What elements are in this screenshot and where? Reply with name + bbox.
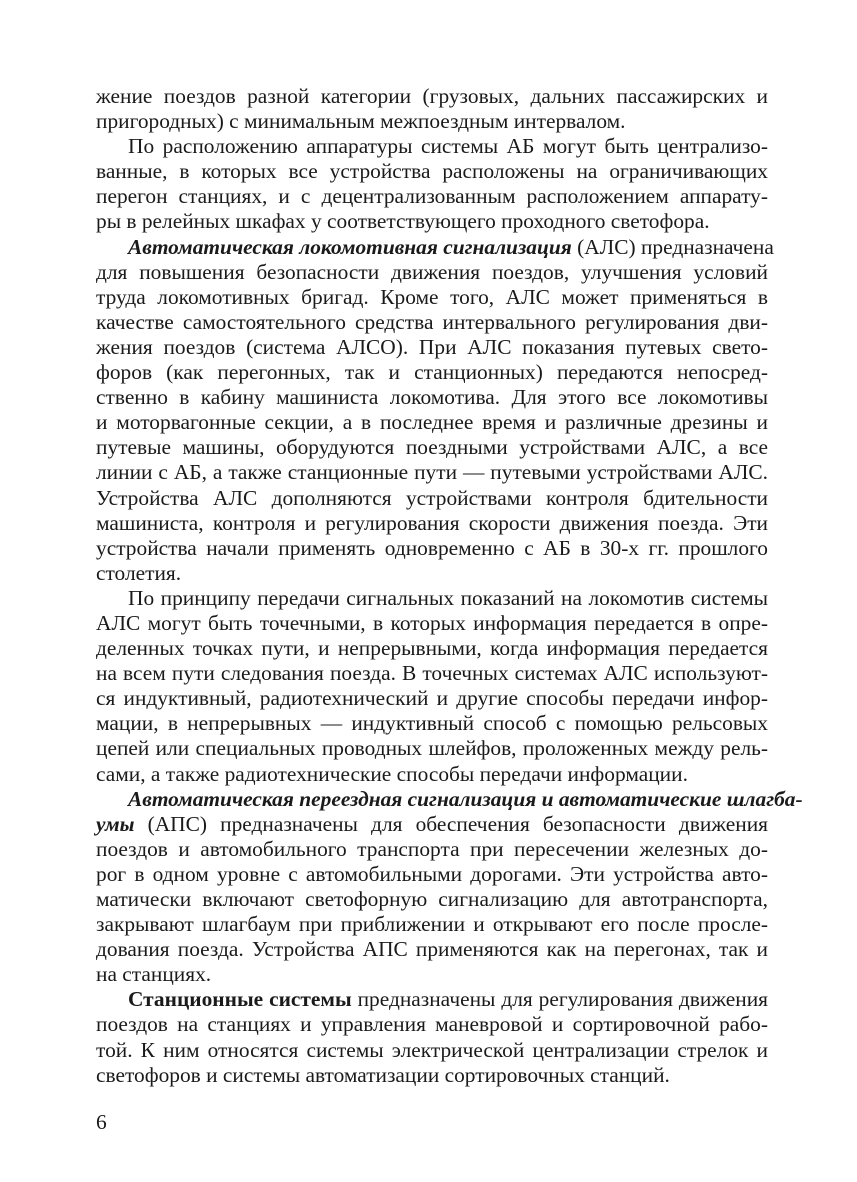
text-line <box>96 661 768 686</box>
text-run: ственно в кабину машиниста локомотива. Для этого все локомотивы <box>96 385 768 410</box>
text-run: перегон станциях, и с децентрализованным расположением аппарату- <box>96 184 768 209</box>
text-line <box>96 410 768 435</box>
text-run: По расположению аппаратуры системы АБ могут быть централизо- <box>128 134 768 159</box>
text-run: АЛС могут быть точечными, в которых информация передается в опре- <box>96 610 768 635</box>
text-line <box>96 260 768 285</box>
text-line <box>96 736 768 761</box>
text-run: столетия. <box>96 560 182 585</box>
text-run: сами, а также радиотехнические способы передачи информации. <box>96 761 688 786</box>
text-line <box>96 711 768 736</box>
text-run: (АПС) предназначены для обеспечения безопасности движения <box>134 811 768 836</box>
text-run: мации, в непрерывных — индуктивный способ с помощью рельсовых <box>96 711 768 736</box>
page-text <box>96 84 803 1088</box>
text-line <box>96 837 768 862</box>
text-run: для повышения безопасности движения поездов, улучшения условий <box>96 259 768 284</box>
text-line <box>96 887 768 912</box>
text-line <box>96 586 768 611</box>
text-line <box>96 611 768 636</box>
text-run: линии с АБ, а также станционные пути — путевыми устройствами АЛС. <box>96 460 768 485</box>
text-line <box>96 234 774 260</box>
text-run: качестве самостоятельного средства интервального регулирования дви- <box>96 309 768 334</box>
text-run: той. К ним относятся системы электрической централизации стрелок и <box>96 1037 768 1062</box>
text-run: цепей или специальных проводных шлейфов, проложенных между рель- <box>96 736 768 761</box>
text-line <box>96 134 768 159</box>
page-number: 6 <box>96 1110 107 1134</box>
text-line <box>96 209 768 234</box>
text-line <box>96 912 768 937</box>
text-line <box>96 561 768 586</box>
text-line <box>96 511 768 536</box>
text-run: устройства начали применять одновременно с АБ в 30-х гг. прошлого <box>96 535 768 560</box>
text-line <box>96 762 768 787</box>
text-line <box>96 385 768 410</box>
text-run: По принципу передачи сигнальных показаний на локомотив системы <box>128 585 768 610</box>
text-run: на всем пути следования поезда. В точечных системах АЛС используют- <box>96 661 768 686</box>
text-line <box>96 84 768 109</box>
text-run: закрывают шлагбаум при приближении и открывают его после просле- <box>96 912 768 937</box>
text-line <box>96 536 768 561</box>
text-run: ся индуктивный, радиотехнический и другие способы передачи инфор- <box>96 686 768 711</box>
text-line <box>96 1012 768 1037</box>
text-run: жение поездов разной категории (грузовых, дальних пассажирских и <box>96 84 768 108</box>
emphasized-term: Автоматическая локомотивная сигнализация <box>128 234 572 259</box>
text-run: рог в одном уровне с автомобильными дорогами. Эти устройства авто- <box>96 861 768 886</box>
text-line <box>96 486 768 511</box>
text-run: ванные, в которых все устройства расположены на ограничивающих <box>96 159 768 184</box>
text-run: жения поездов (система АЛСО). При АЛС показания путевых свето- <box>96 334 768 359</box>
emphasized-term: умы <box>96 811 135 836</box>
text-run: матически включают светофорную сигнализацию для автотранспорта, <box>96 887 768 911</box>
text-run: на станциях. <box>96 962 212 987</box>
text-run: форов (как перегонных, так и станционных) передаются непосред- <box>96 360 768 385</box>
text-line <box>96 435 768 460</box>
text-line <box>96 109 768 134</box>
text-line <box>96 460 768 485</box>
text-line <box>96 636 768 661</box>
text-line <box>96 335 768 360</box>
text-line <box>96 962 768 987</box>
text-run: дования поезда. Устройства АПС применяются как на перегонах, так и <box>96 937 768 962</box>
text-line <box>96 310 768 335</box>
text-line <box>96 184 768 209</box>
text-run: поездов и автомобильного транспорта при пересечении железных до- <box>96 836 768 861</box>
text-run: предназначены для регулирования движения <box>351 987 769 1012</box>
text-run: Устройства АЛС дополняются устройствами контроля бдительности <box>96 485 768 510</box>
emphasized-term: Станционные системы <box>128 987 352 1012</box>
text-line <box>96 987 768 1012</box>
text-run: (АЛС) предназначена <box>571 234 774 259</box>
text-line <box>96 1038 768 1063</box>
text-line <box>96 1063 768 1088</box>
text-line <box>96 786 803 812</box>
text-run: поездов на станциях и управления маневровой и сортировочной рабо- <box>96 1012 768 1037</box>
text-line <box>96 862 768 887</box>
text-run: ры в релейных шкафах у соответствующего проходного светофора. <box>96 209 710 234</box>
text-run: пригородных) с минимальным межпоездным интервалом. <box>96 109 626 134</box>
text-run: и моторвагонные секции, а в последнее время и различные дрезины и <box>96 410 768 435</box>
text-run: светофоров и системы автоматизации сортировочных станций. <box>96 1062 670 1087</box>
text-line <box>96 360 768 385</box>
text-line <box>96 686 768 711</box>
text-line <box>96 159 768 184</box>
text-run: путевые машины, оборудуются поездными устройствами АЛС, а все <box>96 435 768 460</box>
text-line <box>96 812 768 837</box>
text-run: машиниста, контроля и регулирования скорости движения поезда. Эти <box>96 510 768 535</box>
text-line <box>96 937 768 962</box>
text-line <box>96 285 768 310</box>
text-run: труда локомотивных бригад. Кроме того, АЛС может применяться в <box>96 284 768 309</box>
emphasized-term: Автоматическая переездная сигнализация и автоматические шлагба- <box>128 786 803 811</box>
text-run: деленных точках пути, и непрерывными, когда информация передается <box>96 636 768 661</box>
